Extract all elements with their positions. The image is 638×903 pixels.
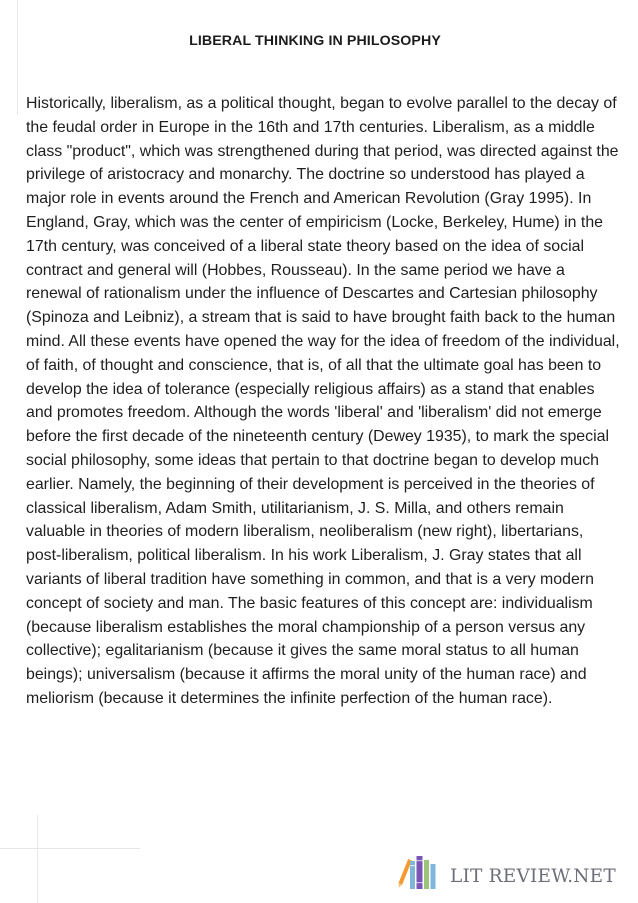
site-logo[interactable] [397,855,616,889]
document-title: LIBERAL THINKING IN PHILOSOPHY [189,33,441,49]
page-guide-line-horizontal [0,848,140,849]
page-guide-line-top [17,0,18,115]
page-guide-line-bottom [37,815,38,903]
document-body: Historically, liberalism, as a political thought, began to evolve parallel to the decay of the feudal order in Europe in the 16th and 17th centuries. Liberalism, as a middle class "product", which was strengthened during that period, was directed against the privilege of aristocracy and monarchy. The doctrine so understood has played a major role in events around the French and American Revolution (Gray 1995). In England, Gray, which was the center of empiricism (Locke, Berkeley, Hume) in the 17th century, was conceived of a liberal state theory based on the idea of social contract and general will (Hobbes, Rousseau). In the same period we have a renewal of rationalism under the influence of Descartes and Cartesian philosophy (Spinoza and Leibniz), a stream that is said to have brought faith back to the human mind. All these events have opened the way for the idea of freedom of the individual, of faith, of thought and conscience, that is, of all that the ultimate goal has been to develop the idea of tolerance (especially religious affairs) as a stand that enables and promotes freedom. Although the words 'liberal' and 'liberalism' did not emerge before the first decade of the nineteenth century (Dewey 1935), to mark the special social philosophy, some ideas that pertain to that doctrine began to develop much earlier. Namely, the beginning of their development is perceived in the theories of classical liberalism, Adam Smith, utilitarianism, J. S. Milla, and others remain valuable in theories of modern liberalism, neoliberalism (new right), libertarians, post-liberalism, political liberalism. In his work Liberalism, J. Gray states that all variants of liberal tradition have something in common, and that is a very modern concept of society and man. The basic features of this concept are: individualism (because liberalism establishes the moral championship of a person versus any collective); egalitarianism (because it gives the same moral status to all human beings); universalism (because it affirms the moral unity of the human race) and meliorism (because it determines the infinite perfection of the human race). [26,95,620,707]
logo-text: LIT REVIEW.NET [450,866,616,887]
books-icon [397,855,440,889]
